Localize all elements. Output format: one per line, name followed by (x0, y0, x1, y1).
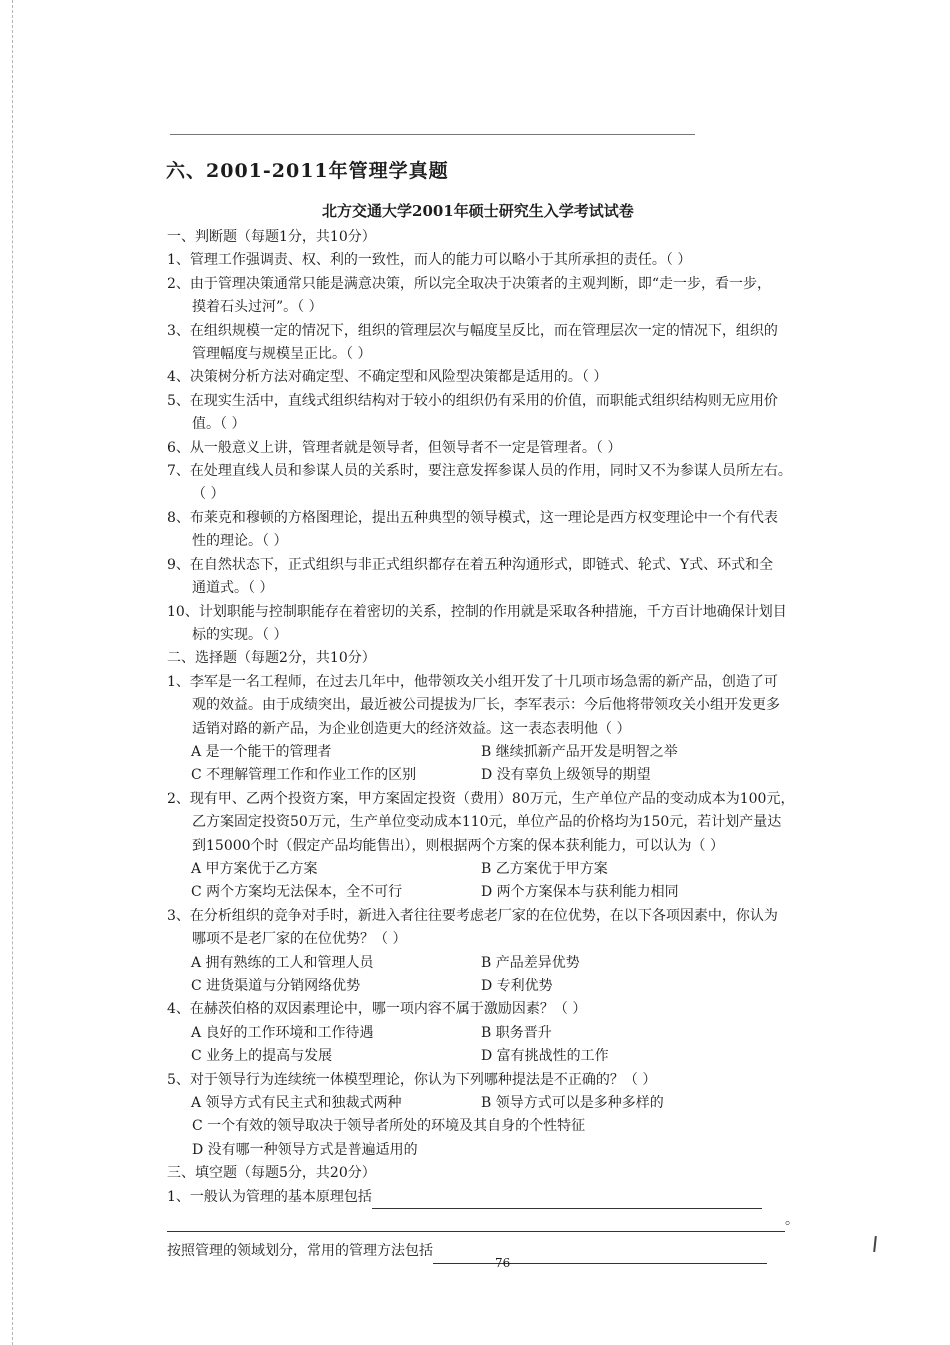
choice-options (167, 1022, 867, 1045)
option-c: C 一个有效的领导取决于领导者所处的环境及其自身的个性特征 (192, 1118, 586, 1135)
option-d: D 富有挑战性的工作 (481, 1048, 609, 1065)
choice-question-cont: 适销对路的新产品，为企业创造更大的经济效益。这一表态表明他（ ） (192, 720, 631, 737)
choice-question-cont: 哪项不是老厂家的在位优势？（ ） (192, 931, 407, 948)
choice-options (167, 952, 867, 975)
fill-question-text: 按照管理的领域划分，常用的管理方法包括 (167, 1243, 433, 1260)
choice-question: 5、对于领导行为连续统一体模型理论，你认为下列哪种提法是不正确的？（ ） (167, 1071, 657, 1088)
fill-end-mark: 。 (785, 1212, 799, 1229)
fill-question (167, 1186, 867, 1209)
choice-options (167, 1092, 867, 1115)
choice-question: 4、在赫茨伯格的双因素理论中，哪一项内容不属于激励因素？（ ） (167, 1001, 587, 1018)
judgment-question: 5、在现实生活中，直线式组织结构对于较小的组织仍有采用的价值，而职能式组织结构则无应用价 (167, 392, 778, 409)
choice-options (167, 1045, 867, 1068)
option-d: D 没有辜负上级领导的期望 (481, 767, 651, 784)
option-c: C 进货渠道与分销网络优势 (191, 978, 361, 994)
judgment-question-cont: 管理幅度与规模呈正比。（ ） (192, 346, 372, 363)
option-b: B 产品差异优势 (481, 954, 580, 971)
option-c: C 两个方案均无法保本，全不可行 (191, 884, 403, 901)
fill-question-text: 1、一般认为管理的基本原理包括 (167, 1188, 372, 1205)
option-a: A 是一个能干的管理者 (191, 743, 332, 760)
judgment-question: 4、决策树分析方法对确定型、不确定型和风险型决策都是适用的。（ ） (167, 369, 608, 386)
choice-question-cont: 观的效益。由于成绩突出，最近被公司提拔为厂长，李军表示：今后他将带领攻关小组开发更多 (192, 697, 780, 714)
fill-question-cont (167, 1209, 867, 1232)
choice-options (167, 975, 867, 998)
judgment-question: 1、管理工作强调责、权、利的一致性，而人的能力可以略小于其所承担的责任。（ ） (167, 252, 692, 269)
option-d: D 两个方案保本与获利能力相同 (481, 884, 679, 901)
option-a: A 领导方式有民主式和独裁式两种 (191, 1095, 402, 1112)
option-b: B 继续抓新产品开发是明智之举 (481, 743, 678, 760)
section-title: 六、2001-2011年管理学真题 (166, 160, 449, 182)
option-b: B 职务晋升 (481, 1024, 552, 1041)
answer-blank[interactable] (433, 1248, 767, 1264)
option-c: C 不理解管理工作和作业工作的区别 (191, 767, 417, 784)
answer-blank[interactable] (372, 1193, 762, 1209)
option-d: D 专利优势 (481, 978, 553, 994)
part3-heading: 三、填空题（每题5分，共20分） (167, 1165, 376, 1182)
judgment-question-cont: （ ） (192, 486, 225, 503)
judgment-question: 3、在组织规模一定的情况下，组织的管理层次与幅度呈反比，而在管理层次一定的情况下，组织的 (167, 322, 778, 339)
judgment-question-cont: 标的实现。（ ） (192, 626, 288, 643)
page-number: 76 (495, 1256, 511, 1270)
scan-mark (873, 1236, 877, 1252)
option-b: B 乙方案优于甲方案 (481, 860, 608, 877)
binding-edge (12, 0, 16, 1345)
option-a: A 拥有熟练的工人和管理人员 (191, 954, 374, 971)
exam-title: 北方交通大学2001年硕士研究生入学考试试卷 (322, 202, 634, 220)
judgment-question-cont: 性的理论。（ ） (192, 533, 288, 550)
header-rule (170, 134, 695, 135)
option-c: C 业务上的提高与发展 (191, 1048, 333, 1065)
choice-options (167, 881, 867, 904)
choice-question: 2、现有甲、乙两个投资方案，甲方案固定投资（费用）80万元，生产单位产品的变动成本为100元， (167, 790, 795, 807)
judgment-question: 8、布莱克和穆顿的方格图理论，提出五种典型的领导模式，这一理论是西方权变理论中一个有代表 (167, 509, 778, 526)
choice-options (167, 741, 867, 764)
judgment-question: 7、在处理直线人员和参谋人员的关系时，要注意发挥参谋人员的作用，同时又不为参谋人员所左右。 (167, 463, 792, 480)
fill-question (167, 1240, 867, 1263)
judgment-question: 10、计划职能与控制职能存在着密切的关系，控制的作用就是采取各种措施，千方百计地确保计划目 (167, 603, 787, 620)
choice-question: 1、李军是一名工程师，在过去几年中，他带领攻关小组开发了十几项市场急需的新产品，创造了可 (167, 673, 778, 690)
judgment-question-cont: 通道式。（ ） (192, 580, 274, 597)
part2-heading: 二、选择题（每题2分，共10分） (167, 650, 376, 667)
exam-content (167, 226, 867, 1264)
choice-question-cont: 乙方案固定投资50万元，生产单位变动成本110元，单位产品的价格均为150元，若计划产量达 (192, 814, 782, 831)
judgment-question: 2、由于管理决策通常只能是满意决策，所以完全取决于决策者的主观判断，即“走一步，看一步， (167, 275, 772, 292)
choice-question-cont: 到15000个时（假定产品均能售出），则根据两个方案的保本获利能力，可以认为（ ） (192, 837, 724, 854)
judgment-question: 6、从一般意义上讲，管理者就是领导者，但领导者不一定是管理者。（ ） (167, 439, 622, 456)
option-a: A 良好的工作环境和工作待遇 (191, 1024, 374, 1041)
judgment-question-cont: 值。（ ） (192, 416, 246, 433)
choice-options (167, 764, 867, 787)
judgment-question: 9、在自然状态下，正式组织与非正式组织都存在着五种沟通形式，即链式、轮式、Y式、环式和全 (167, 556, 774, 573)
judgment-question-cont: 摸着石头过河”。（ ） (192, 299, 323, 316)
choice-options (167, 858, 867, 881)
option-b: B 领导方式可以是多种多样的 (481, 1095, 664, 1112)
choice-question: 3、在分析组织的竞争对手时，新进入者往往要考虑老厂家的在位优势，在以下各项因素中，你认为 (167, 907, 778, 924)
part1-heading: 一、判断题（每题1分，共10分） (167, 229, 376, 245)
option-a: A 甲方案优于乙方案 (191, 860, 318, 877)
option-d: D 没有哪一种领导方式是普遍适用的 (192, 1141, 418, 1158)
answer-blank[interactable] (167, 1216, 785, 1232)
